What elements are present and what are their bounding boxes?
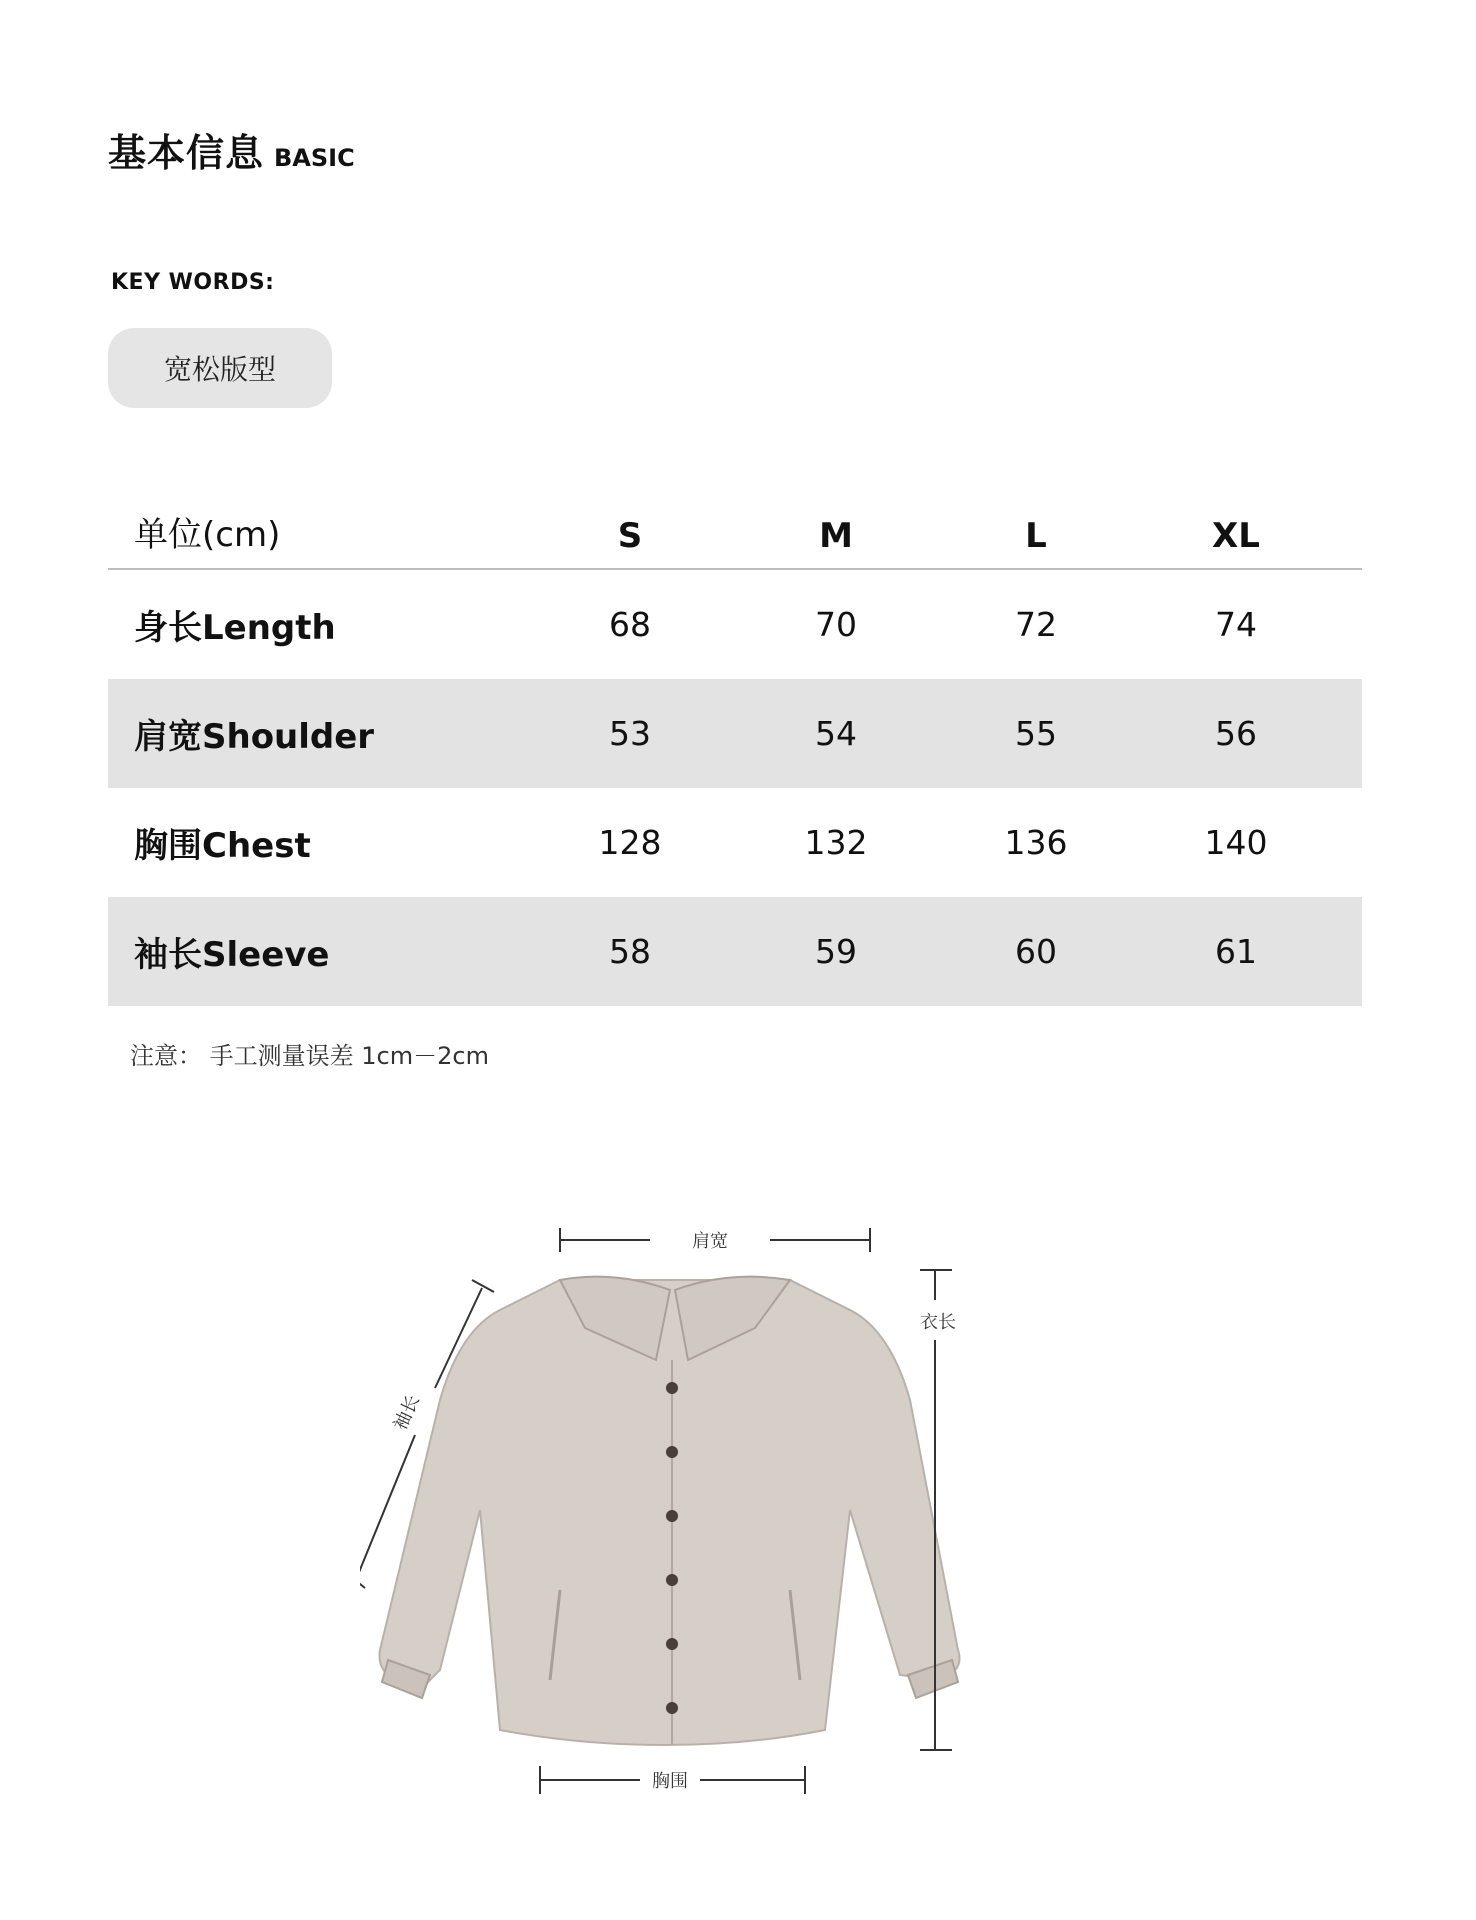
unit-header: 单位(cm) [134,515,281,555]
table-cell: 55 [1015,714,1057,753]
table-cell: 59 [815,932,857,971]
table-cell: 54 [815,714,857,753]
title-zh: 基本信息 [108,131,265,175]
length-label: 衣长 [920,1312,956,1333]
table-cell: 70 [815,605,857,644]
row-label: 胸围Chest [134,826,311,866]
table-cell: 72 [1015,605,1057,644]
jacket-diagram-svg [360,1210,1060,1810]
size-header: XL [1212,516,1260,556]
jacket-illustration [380,1277,960,1745]
row-label: 袖长Sleeve [134,935,330,975]
table-cell: 140 [1204,823,1268,862]
size-header: S [617,516,643,556]
chest-label: 胸围 [652,1771,688,1792]
table-row [108,788,1362,897]
row-label: 肩宽Shoulder [134,717,375,757]
table-row [108,679,1362,788]
measurement-note: 注意： 手工测量误差 1cm－2cm [130,1042,489,1070]
size-header: M [819,516,853,556]
table-cell: 128 [598,823,662,862]
table-cell: 61 [1215,932,1257,971]
table-cell: 53 [609,714,651,753]
table-row [108,570,1362,679]
table-cell: 60 [1015,932,1057,971]
table-cell: 132 [804,823,868,862]
table-cell: 136 [1004,823,1068,862]
keyword-tag: 宽松版型 [108,328,332,408]
table-cell: 56 [1215,714,1257,753]
table-cell: 74 [1215,605,1257,644]
keywords-label: KEY WORDS: [111,270,275,295]
sleeve-label: 袖长 [389,1391,425,1434]
measurement-diagram [360,1210,1060,1810]
page-title [108,122,355,177]
table-cell: 68 [609,605,651,644]
size-table [108,492,1362,1006]
title-en: BASIC [274,144,355,172]
table-cell: 58 [609,932,651,971]
shoulder-label: 肩宽 [692,1231,728,1252]
row-label: 身长Length [134,608,336,648]
table-row [108,897,1362,1006]
table-header-row [108,492,1362,570]
size-header: L [1025,516,1047,556]
